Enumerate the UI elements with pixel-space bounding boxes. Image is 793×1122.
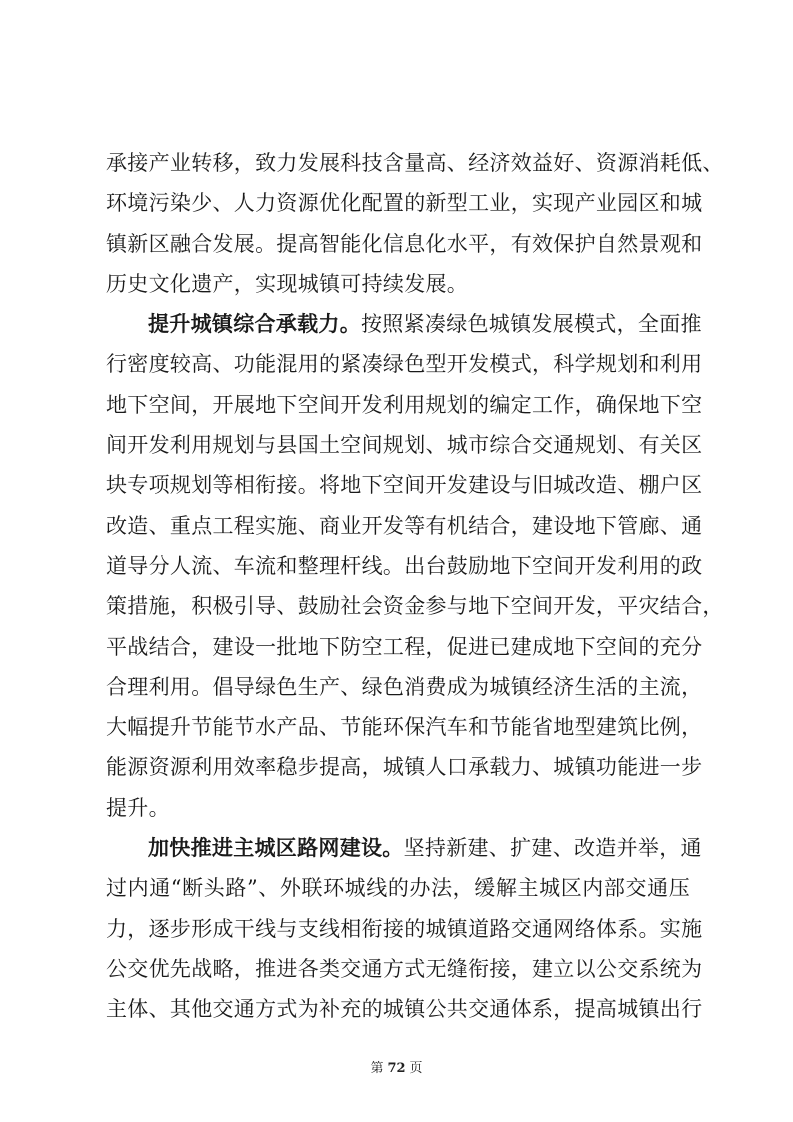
paragraph-2-line-13: 提升。 bbox=[106, 795, 170, 820]
paragraph-2-first-line-text: 按照紧凑绿色城镇发展模式，全面推 bbox=[361, 312, 702, 337]
paragraph-1 bbox=[106, 143, 724, 304]
page-number-prefix: 第 bbox=[370, 1061, 384, 1076]
paragraph-2-line-8: 策措施，积极引导、鼓励社会资金参与地下空间开发，平灾结合， bbox=[106, 594, 724, 619]
paragraph-3-heading: 加快推进主城区路网建设。 bbox=[148, 836, 404, 861]
paragraph-2-line-2: 行密度较高、功能混用的紧凑绿色型开发模式，科学规划和利用 bbox=[106, 352, 703, 377]
paragraph-2-line-9: 平战结合，建设一批地下防空工程，促进已建成地下空间的充分 bbox=[106, 634, 703, 659]
paragraph-2-line-10: 合理利用。倡导绿色生产、绿色消费成为城镇经济生活的主流， bbox=[106, 674, 703, 699]
paragraph-3-first-line-text: 坚持新建、扩建、改造并举，通 bbox=[403, 836, 702, 861]
paragraph-3-line-3: 力，逐步形成干线与支线相衔接的城镇道路交通网络体系。实施 bbox=[106, 916, 703, 941]
paragraph-2-line-12: 能源资源利用效率稳步提高，城镇人口承载力、城镇功能进一步 bbox=[106, 755, 703, 780]
paragraph-1-line-2: 环境污染少、人力资源优化配置的新型工业，实现产业园区和城 bbox=[106, 191, 703, 216]
paragraph-3 bbox=[106, 828, 703, 1029]
paragraph-2-line-3: 地下空间，开展地下空间开发利用规划的编定工作，确保地下空 bbox=[106, 392, 703, 417]
paragraph-2-line-6: 改造、重点工程实施、商业开发等有机结合，建设地下管廊、通 bbox=[106, 513, 703, 538]
paragraph-2 bbox=[106, 304, 724, 828]
paragraph-2-first-line bbox=[106, 304, 702, 344]
paragraph-3-line-4: 公交优先战略，推进各类交通方式无缝衔接，建立以公交系统为 bbox=[106, 956, 703, 981]
paragraph-2-line-11: 大幅提升节能节水产品、节能环保汽车和节能省地型建筑比例， bbox=[106, 715, 703, 740]
page-footer bbox=[0, 1057, 793, 1076]
paragraph-2-line-4: 间开发利用规划与县国土空间规划、城市综合交通规划、有关区 bbox=[106, 433, 703, 458]
paragraph-1-line-1: 承接产业转移，致力发展科技含量高、经济效益好、资源消耗低、 bbox=[106, 151, 724, 175]
paragraph-2-line-5: 块专项规划等相衔接。将地下空间开发建设与旧城改造、棚户区 bbox=[106, 473, 703, 498]
paragraph-1-line-3: 镇新区融合发展。提高智能化信息化水平，有效保护自然景观和 bbox=[106, 231, 703, 256]
paragraph-3-first-line bbox=[106, 828, 702, 868]
paragraph-2-line-7: 道导分人流、车流和整理杆线。出台鼓励地下空间开发利用的政 bbox=[106, 553, 703, 578]
body-text bbox=[106, 143, 724, 1030]
page-number: 72 bbox=[387, 1061, 406, 1076]
paragraph-1-line-4: 历史文化遗产，实现城镇可持续发展。 bbox=[106, 271, 469, 296]
page-number-suffix: 页 bbox=[409, 1061, 423, 1076]
paragraph-2-heading: 提升城镇综合承载力。 bbox=[148, 312, 361, 337]
paragraph-3-line-5: 主体、其他交通方式为补充的城镇公共交通体系，提高城镇出行 bbox=[106, 997, 703, 1022]
paragraph-3-line-2: 过内通“断头路”、外联环城线的办法，缓解主城区内部交通压 bbox=[106, 876, 690, 901]
